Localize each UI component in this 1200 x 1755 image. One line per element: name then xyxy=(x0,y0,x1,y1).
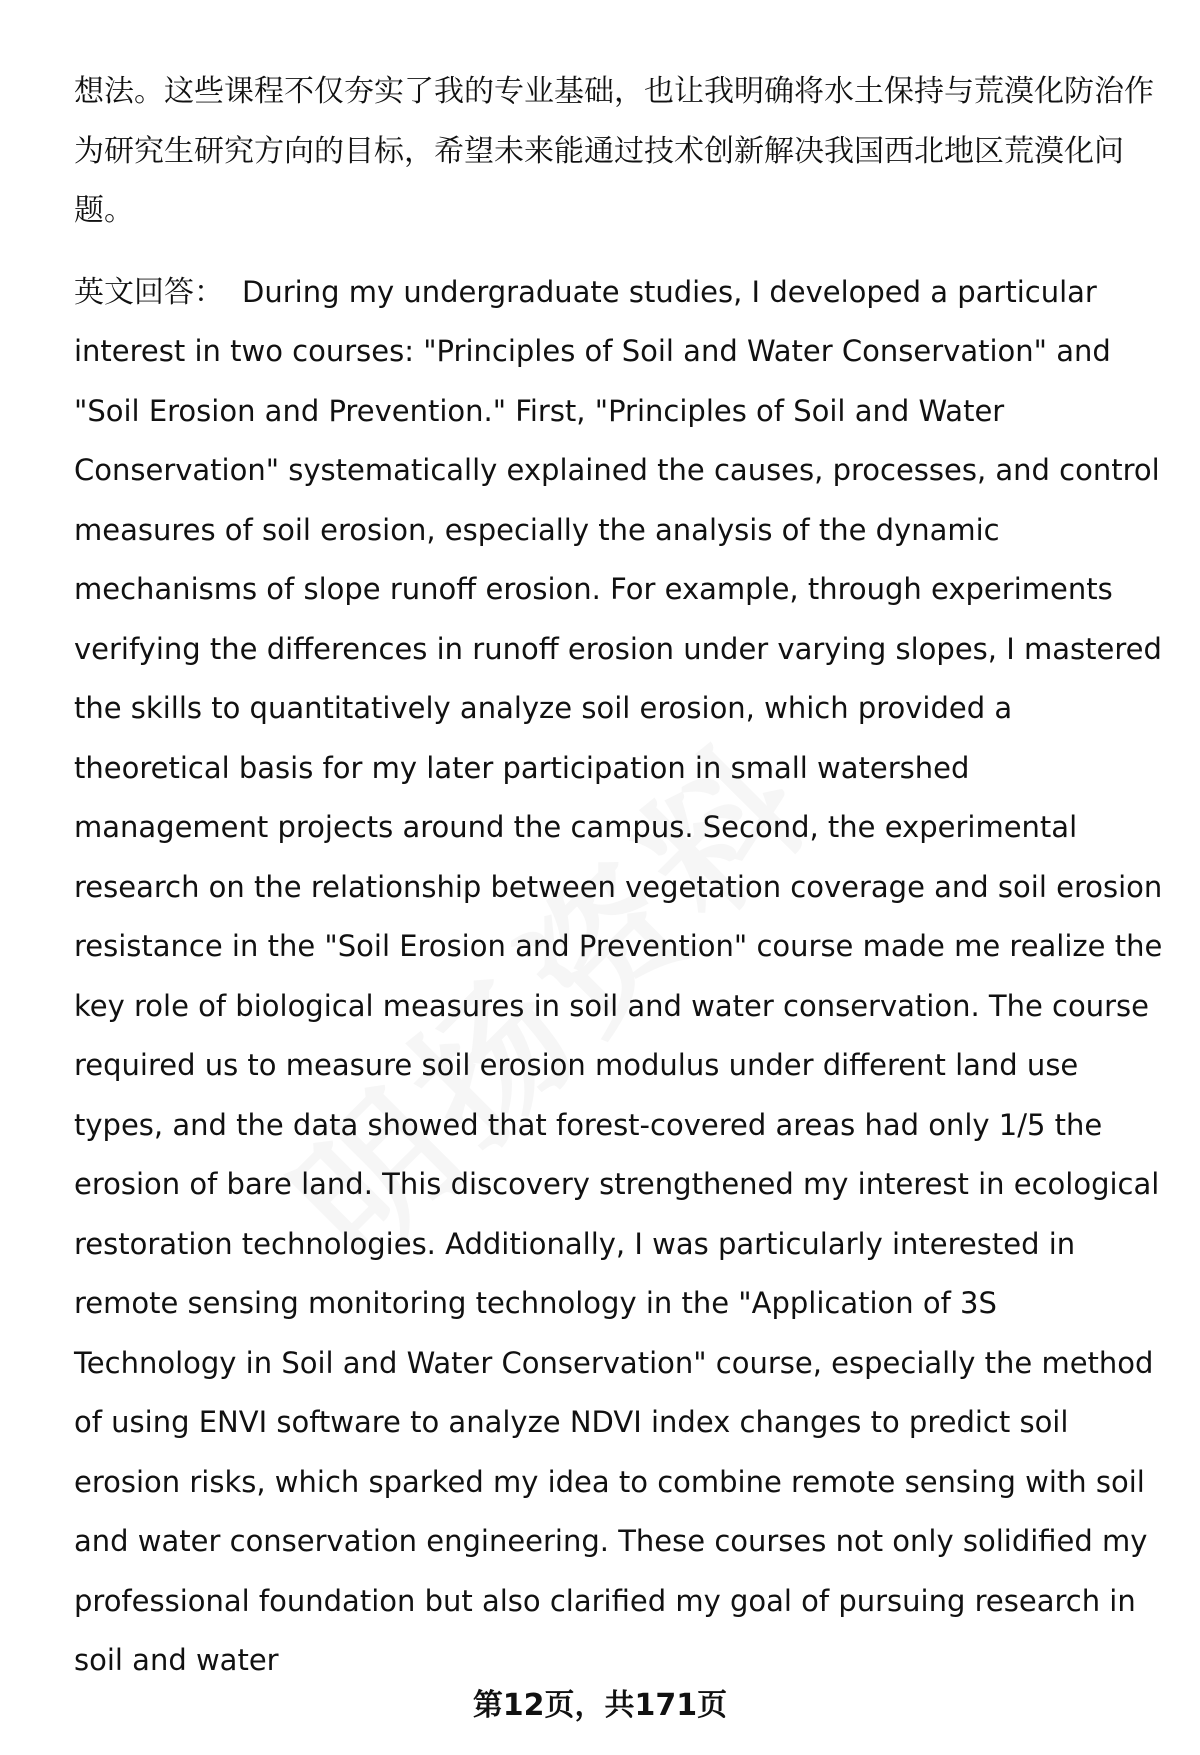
chinese-answer-paragraph: 想法。这些课程不仅夯实了我的专业基础，也让我明确将水土保持与荒漠化防治作为研究生研究方向的目标，希望未来能通过技术创新解决我国西北地区荒漠化问题。 xyxy=(74,74,1154,228)
english-answer-text: During my undergraduate studies, I developed a particular interest in two courses: "Principles of Soil and Water Conservation" and "Soil Erosion and Prevention." First, "Principles of Soil and Water Conservation" systematically explained the causes, processes, and control measures of soil erosion, especially the analysis of the dynamic mechanisms of slope runoff erosion. For example, through experiments verifying the differences in runoff erosion under varying slopes, I mastered the skills to quantitatively analyze soil erosion, which provided a theoretical basis for my later participation in small watershed management projects around the campus. Second, the experimental research on the relationship between vegetation coverage and soil erosion resistance in the "Soil Erosion and Prevention" course made me realize the key role of biological measures in soil and water conservation. The course required us to measure soil erosion modulus under different land use types, and the data showed that forest-covered areas had only 1/5 the erosion of bare land. This discovery strengthened my interest in ecological restoration technologies. Additionally, I was particularly interested in remote sensing monitoring technology in the "Application of 3S Technology in Soil and Water Conservation" course, especially the method of using ENVI software to analyze NDVI index changes to predict soil erosion risks, which sparked my idea to combine remote sensing with soil and water conservation engineering. These courses not only solidified my professional foundation but also clarified my goal of pursuing research in soil and water xyxy=(74,274,1163,1677)
page-footer: 第12页，共171页 xyxy=(472,1688,728,1723)
english-answer-paragraph xyxy=(74,263,1164,1691)
page-content xyxy=(74,62,1164,1691)
answer-label: 英文回答： xyxy=(74,274,224,310)
